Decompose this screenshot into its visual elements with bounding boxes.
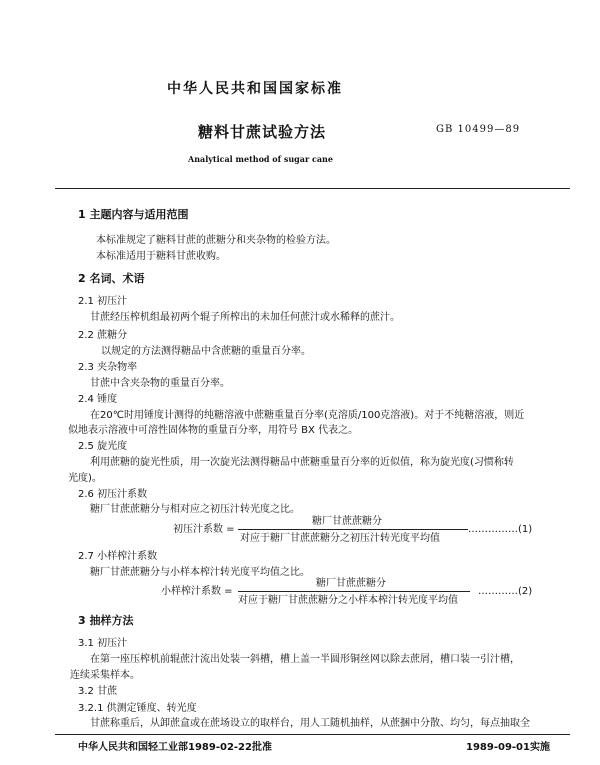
clause-2-3-title: 2.3 夹杂物率 [78,362,138,373]
section-1-heading: 1 主题内容与适用范围 [78,208,189,221]
clause-2-7-title: 2.7 小样榨汁系数 [78,551,158,562]
clause-2-6-text: 糖厂甘蔗蔗糖分与相对应之初压汁转光度之比。 [90,504,300,515]
clause-2-4-line-2: 似地表示溶液中可溶性固体物的重量百分率，用符号 BX 代表之。 [68,425,359,436]
clause-2-5-line-2: 光度)。 [68,473,102,484]
formula-1-number: ……………(1) [468,524,533,535]
issuer-approval: 中华人民共和国轻工业部1989-02-22批准 [78,742,272,753]
clause-2-2-title: 2.2 蔗糖分 [78,330,128,341]
clause-2-4-title: 2.4 锤度 [78,394,118,405]
effective-date: 1989-09-01实施 [466,742,550,753]
clause-3-1-line-2: 连续采集样本。 [70,670,140,681]
clause-2-7-text: 糖厂甘蔗蔗糖分与小样本榨汁转光度平均值之比。 [90,567,310,578]
clause-2-3-text: 甘蔗中含夹杂物的重量百分率。 [90,378,230,389]
formula-1-fraction-line [238,529,468,530]
clause-3-2-1-title: 3.2.1 供测定锤度、转光度 [78,703,197,714]
section-2-heading: 2 名词、术语 [78,272,145,285]
english-subtitle: Analytical method of sugar cane [188,154,333,164]
formula-2-left: 小样榨汁系数 = [161,586,233,597]
section-1-para-2: 本标准适用于糖料甘蔗收购。 [96,251,226,262]
formula-2-number: …………(2) [478,586,533,597]
formula-2-fraction-line [238,591,470,592]
formula-2-denominator: 对应于糖厂甘蔗蔗糖分之小样本榨汁转光度平均值 [238,595,458,606]
section-1-para-1: 本标准规定了糖料甘蔗的蔗糖分和夹杂物的检验方法。 [96,235,336,246]
clause-3-2-1-line-1: 甘蔗称重后，从卸蔗盒或在蔗场设立的取样台，用人工随机抽样，从蔗捆中分散、均匀，每点抽取全 [90,718,530,729]
clause-2-1-title: 2.1 初压汁 [78,296,128,307]
clause-2-2-text: 以规定的方法测得糖品中含蔗糖的重量百分率。 [101,346,311,357]
formula-1-denominator: 对应于糖厂甘蔗蔗糖分之初压汁转光度平均值 [240,533,440,544]
section-3-heading: 3 抽样方法 [78,614,134,627]
standard-code: GB 10499—89 [436,124,521,135]
standard-org: 中华人民共和国国家标准 [167,81,343,97]
formula-2-numerator: 糖厂甘蔗蔗糖分 [316,578,386,589]
clause-2-5-title: 2.5 旋光度 [78,441,128,452]
clause-2-4-line-1: 在20℃时用锤度计测得的纯糖溶液中蔗糖重量百分率(克溶质/100克溶液)。对于不纯糖溶液，则近 [90,410,525,421]
page-title: 糖料甘蔗试验方法 [198,123,327,141]
footer-rule [55,734,570,735]
clause-3-1-line-1: 在第一座压榨机前辊蔗汁流出处装一斜槽，槽上盖一半圆形铜丝网以除去蔗屑，槽口装一引汁槽， [90,654,520,665]
formula-1-left: 初压汁系数 = [173,524,235,535]
formula-1-numerator: 糖厂甘蔗蔗糖分 [312,516,382,527]
clause-2-5-line-1: 利用蔗糖的旋光性质，用一次旋光法测得糖品中蔗糖重量百分率的近似值，称为旋光度(习惯称转 [90,457,514,468]
clause-2-1-text: 甘蔗经压榨机组最初两个辊子所榨出的未加任何蔗汁或水稀释的蔗汁。 [90,312,400,323]
header-rule [55,188,570,189]
clause-2-6-title: 2.6 初压汁系数 [78,489,148,500]
clause-3-1-title: 3.1 初压汁 [78,638,128,649]
clause-3-2-title: 3.2 甘蔗 [78,686,118,697]
